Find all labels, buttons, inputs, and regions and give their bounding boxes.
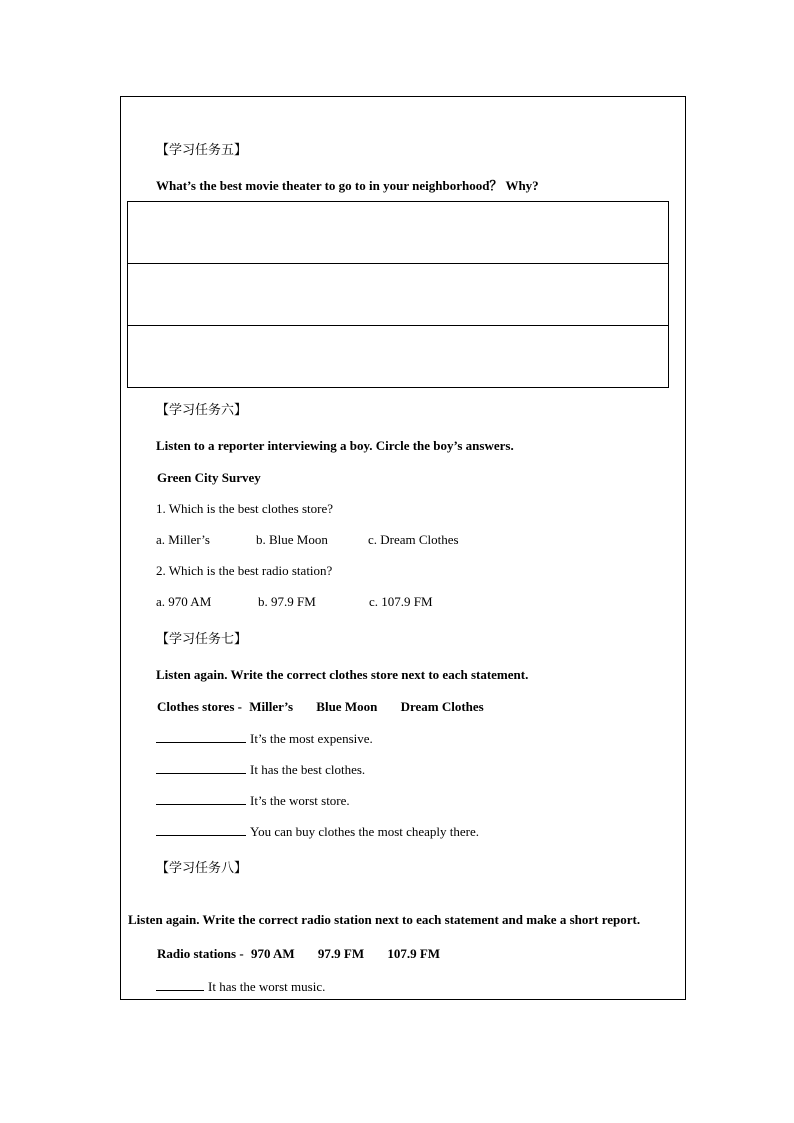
q2-option-c[interactable]: c. 107.9 FM <box>369 594 433 609</box>
answer-blank[interactable] <box>156 761 246 774</box>
answer-row[interactable] <box>128 326 668 387</box>
store-blue-moon: Blue Moon <box>316 699 378 714</box>
clothes-stores-label: Clothes stores - <box>157 699 242 714</box>
task5-heading: 【学习任务五】 <box>156 143 248 158</box>
q1-option-b[interactable]: b. Blue Moon <box>256 532 328 547</box>
q2-option-a[interactable]: a. 970 AM <box>156 594 212 609</box>
q1-options <box>156 532 676 548</box>
answer-blank[interactable] <box>156 792 246 805</box>
station-970am: 970 AM <box>250 946 295 961</box>
clothes-stores-list <box>157 699 502 715</box>
statement-text: You can buy clothes the most cheaply there. <box>250 824 480 839</box>
store-millers: Miller’s <box>249 699 294 714</box>
answer-blank[interactable] <box>156 978 204 991</box>
task7-heading: 【学习任务七】 <box>156 632 248 647</box>
statement-row <box>156 730 373 747</box>
answer-blank[interactable] <box>156 730 246 743</box>
station-97-9fm: 97.9 FM <box>317 946 365 961</box>
task6-heading: 【学习任务六】 <box>156 403 248 418</box>
answer-row[interactable] <box>128 264 668 326</box>
answer-blank[interactable] <box>156 823 246 836</box>
q1-option-a[interactable]: a. Miller’s <box>156 532 210 547</box>
task8-heading: 【学习任务八】 <box>156 861 248 876</box>
radio-stations-list <box>157 946 458 962</box>
store-dream-clothes: Dream Clothes <box>400 699 484 714</box>
statement-row <box>156 761 365 778</box>
task6-instruction: Listen to a reporter interviewing a boy. Circle the boy’s answers. <box>156 438 514 453</box>
q2-option-b[interactable]: b. 97.9 FM <box>258 594 316 609</box>
statement-row <box>156 978 325 995</box>
question-2: 2. Which is the best radio station? <box>156 563 333 578</box>
question-1: 1. Which is the best clothes store? <box>156 501 334 516</box>
q1-option-c[interactable]: c. Dream Clothes <box>368 532 459 547</box>
statement-text: It has the worst music. <box>208 979 326 994</box>
statement-text: It’s the worst store. <box>250 793 350 808</box>
statement-text: It has the best clothes. <box>250 762 366 777</box>
answer-box[interactable] <box>127 201 669 388</box>
statement-row <box>156 823 479 840</box>
statement-row <box>156 792 350 809</box>
q2-options <box>156 594 676 610</box>
station-107-9fm: 107.9 FM <box>387 946 441 961</box>
survey-title: Green City Survey <box>157 470 261 485</box>
task8-instruction: Listen again. Write the correct radio station next to each statement and make a short report. <box>128 912 641 927</box>
task7-instruction: Listen again. Write the correct clothes store next to each statement. <box>156 667 529 682</box>
radio-stations-label: Radio stations - <box>157 946 244 961</box>
task5-question: What’s the best movie theater to go to in your neighborhood？ Why? <box>156 178 539 193</box>
answer-row[interactable] <box>128 202 668 264</box>
statement-text: It’s the most expensive. <box>250 731 373 746</box>
